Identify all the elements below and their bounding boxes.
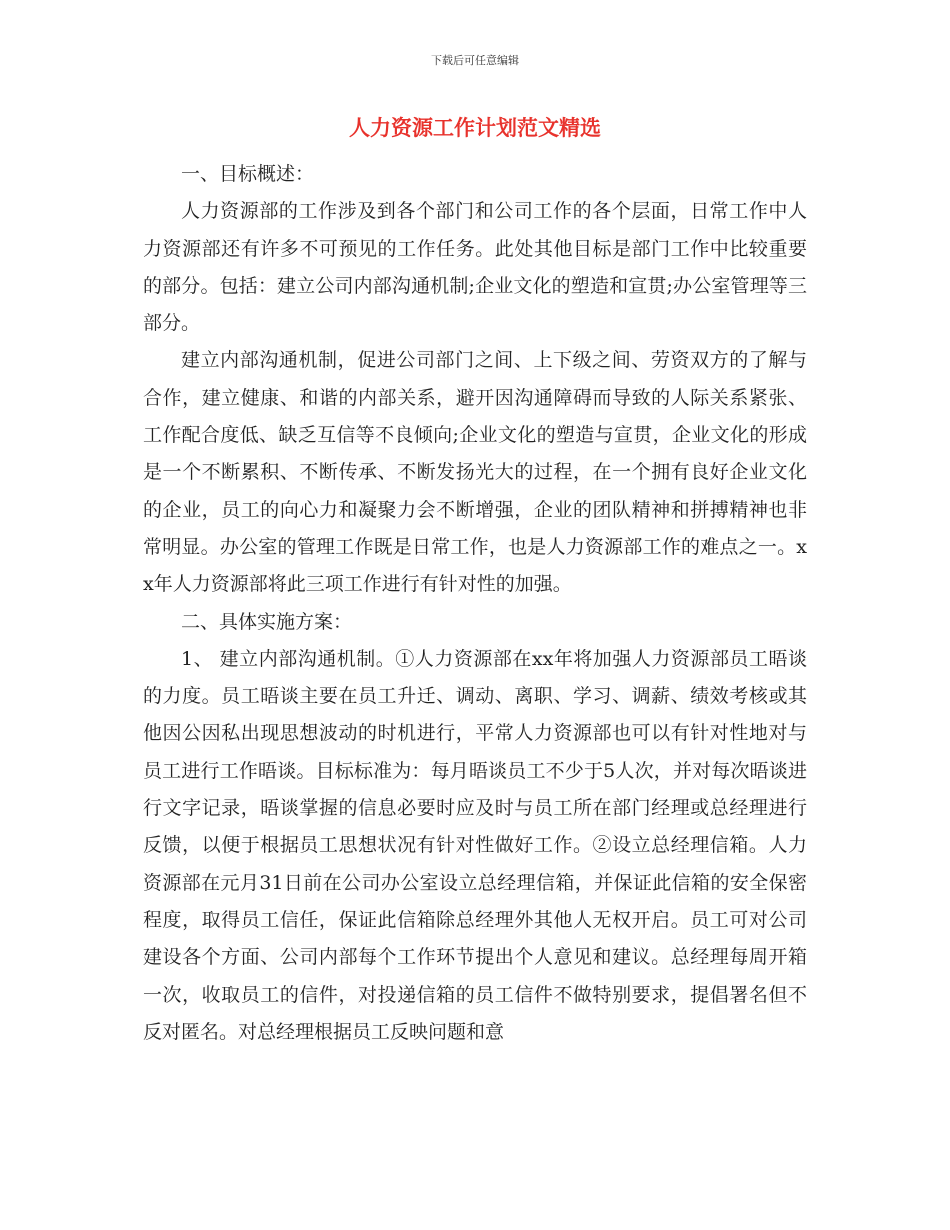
body-paragraph: 建立内部沟通机制，促进公司部门之间、上下级之间、劳资双方的了解与合作，建立健康、和谐的内部关系，避开因沟通障碍而导致的人际关系紧张、工作配合度低、缺乏互信等不良倾向;企业文化的塑造与宣贯，企业文化的形成是一个不断累积、不断传承、不断发扬光大的过程，在一个拥有良好企业文化的企业，员工的向心力和凝聚力会不断增强，企业的团队精神和拼搏精神也非常明显。办公室的管理工作既是日常工作，也是人力资源部工作的难点之一。xx年人力资源部将此三项工作进行有针对性的加强。 [143, 349, 807, 596]
page-header-note: 下载后可任意编辑 [431, 54, 519, 67]
section-heading-goals: 一、目标概述： [181, 163, 315, 185]
body-paragraph: 1、 建立内部沟通机制。①人力资源部在xx年将加强人力资源部员工晤谈的力度。员工晤谈主要在员工升迁、调动、离职、学习、调薪、绩效考核或其他因公因私出现思想波动的时机进行，平常人力资源部也可以有针对性地对与员工进行工作晤谈。目标标准为：每月晤谈员工不少于5人次，并对每次晤谈进行文字记录，晤谈掌握的信息必要时应及时与员工所在部门经理或总经理进行反馈，以便于根据员工思想状况有针对性做好工作。②设立总经理信箱。人力资源部在元月31日前在公司办公室设立总经理信箱，并保证此信箱的安全保密程度，取得员工信任，保证此信箱除总经理外其他人无权开启。员工可对公司建设各个方面、公司内部每个工作环节提出个人意见和建议。总经理每周开箱一次，收取员工的信件，对投递信箱的员工信件不做特别要求，提倡署名但不反对匿名。对总经理根据员工反映问题和意 [143, 647, 807, 1043]
body-paragraph: 人力资源部的工作涉及到各个部门和公司工作的各个层面，日常工作中人力资源部还有许多不可预见的工作任务。此处其他目标是部门工作中比较重要的部分。包括：建立公司内部沟通机制;企业文化的塑造和宣贯;办公室管理等三部分。 [143, 200, 807, 335]
document-body [143, 156, 807, 1051]
section-heading-plan: 二、具体实施方案： [181, 610, 353, 633]
document-title: 人力资源工作计划范文精选 [349, 116, 601, 140]
